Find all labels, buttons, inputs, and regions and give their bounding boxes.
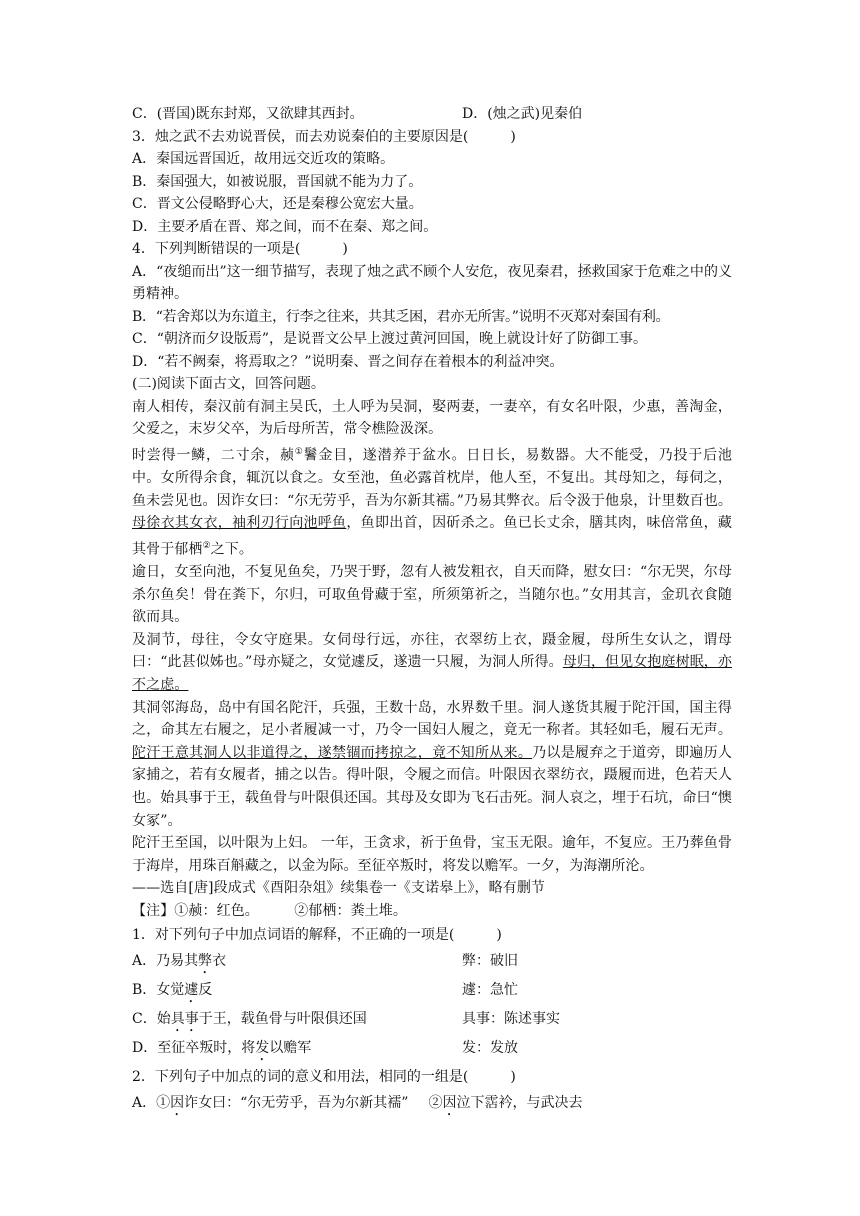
option-label: ② bbox=[428, 1095, 443, 1112]
option-label: B． bbox=[132, 982, 157, 999]
option-text: 反 bbox=[198, 982, 213, 999]
classical-passage bbox=[132, 396, 732, 923]
passage-paragraph-2 bbox=[132, 441, 732, 561]
passage-text: 乃以是履弃之于道旁，即遍历人家捕之，若有女履者，捕之以告。得叶限，令履之而信。叶限因衣翠纺衣，蹑履而进，色若天人也。始具事于王，载鱼骨与叶限俱还国。其母及女即为飞石击死。洞人哀之，埋于石坑，命曰“懊女冢”。 bbox=[132, 744, 732, 829]
question-option-row bbox=[132, 103, 732, 126]
question-1-stem: 1．对下列句子中加点词语的解释，不正确的一项是( ) bbox=[132, 927, 502, 944]
option-sentence bbox=[132, 1006, 462, 1035]
question-4-option-b: B．“若舍郑以为东道主，行李之往来，共其乏困，君亦无所害。”说明不灭郑对秦国有利。 bbox=[132, 308, 670, 325]
option-sentence bbox=[132, 977, 462, 1006]
question-3-option-b: B．秦国强大，如被说服，晋国就不能为力了。 bbox=[132, 173, 423, 190]
option-sentence bbox=[132, 1035, 462, 1064]
dotted-word: 具事 bbox=[170, 1011, 199, 1028]
option-text: 诈女曰：“尔无劳乎，吾为尔新其襦” bbox=[184, 1095, 409, 1112]
option-sentence bbox=[132, 948, 462, 977]
dotted-word: 遽 bbox=[184, 982, 199, 999]
question-3-option-c: C．晋文公侵略野心大，还是秦穆公宽宏大量。 bbox=[132, 196, 423, 212]
question-4-option-c: C．“朝济而夕设版焉”，是说晋文公早上渡过黄河回国，晚上就设计好了防御工事。 bbox=[132, 331, 648, 347]
question-3-option-d: D．主要矛盾在晋、郑之间，而不在秦、郑之间。 bbox=[132, 218, 438, 235]
option-text: 至征卒叛时，将 bbox=[157, 1040, 256, 1057]
option-gloss: 弊：破旧 bbox=[462, 953, 518, 970]
option-c: C．(晋国)既东封郑，又欲肆其西封。 bbox=[132, 106, 364, 122]
option-label: A．① bbox=[132, 1095, 171, 1112]
footnote-marker: ② bbox=[202, 540, 211, 551]
passage-text: 其洞邻海岛，岛中有国名陀汗，兵强，王数十岛，水界数千里。洞人遂货其履于陀汗国，国主得之，命其左右履之，足小者履减一寸，乃令一国妇人履之，竟无一称者。其轻如毛，履石无声。 bbox=[132, 699, 732, 739]
option-text: 以赡军 bbox=[269, 1040, 312, 1057]
passage-text: 及洞节，母往，令女守庭果。女伺母行远，亦往，衣翠纺上衣，蹑金履，母所生女认之，谓母曰：“此甚似姊也。”母亦疑之，女觉遽反，遂遗一只履，为洞人所得。 bbox=[132, 631, 732, 671]
question-1-option-a bbox=[132, 948, 732, 977]
question-3-stem: 3．烛之武不去劝说晋侯，而去劝说秦伯的主要原因是( ) bbox=[132, 128, 516, 145]
option-text: 泣下霑衿，与武决去 bbox=[456, 1095, 583, 1112]
option-text: 女觉 bbox=[156, 982, 185, 999]
question-1-option-d bbox=[132, 1035, 732, 1064]
passage-note: 【注】①赪：红色。 ②郁栖：粪土堆。 bbox=[132, 902, 407, 919]
question-1-option-b bbox=[132, 977, 732, 1006]
option-text: 于王，载鱼骨与叶限俱还国 bbox=[198, 1011, 367, 1028]
underlined-sentence: 母归，但见女抱庭树眠，亦不之虑。 bbox=[132, 654, 733, 693]
option-label: A． bbox=[132, 953, 157, 970]
footnote-marker: ① bbox=[294, 446, 304, 457]
option-gloss: 发：发放 bbox=[462, 1040, 518, 1057]
passage-paragraph-4 bbox=[132, 629, 732, 697]
option-text: 始 bbox=[156, 1011, 171, 1028]
passage-paragraph-6: 陀汗王至国，以叶限为上妇。 一年，王贪求，祈于鱼骨，宝玉无限。逾年，不复应。王乃葬鱼骨于海岸，用珠百斛藏之，以金为际。至征卒叛时，将发以赡军。一夕，为海潮所沦。 bbox=[132, 835, 732, 874]
option-gloss: 具事：陈述事实 bbox=[462, 1011, 560, 1028]
passage-text: 之下。 bbox=[210, 541, 253, 558]
passage-text: ，鱼即出首，因斫杀之。鱼已长丈余，膳其肉，味倍常鱼，藏其骨于郁栖 bbox=[132, 515, 733, 558]
question-2-option-a bbox=[132, 1090, 732, 1119]
question-2-stem: 2．下列句子中加点的词的意义和用法，相同的一组是( ) bbox=[132, 1069, 516, 1086]
option-d: D．(烛之武)见秦伯 bbox=[462, 106, 583, 122]
underlined-sentence: 陀汗王意其洞人以非道得之，遂禁锢而拷掠之，竟不知所从来。 bbox=[132, 744, 533, 761]
document-page bbox=[132, 103, 732, 1119]
question-4-option-a: A．“夜缒而出”这一细节描写，表现了烛之武不顾个人安危，夜见秦君，拯救国家于危难之中的义勇精神。 bbox=[132, 263, 732, 302]
passage-source: ——选自[唐]段成式《酉阳杂俎》续集卷一《支诺皋上》，略有删节 bbox=[132, 880, 546, 897]
dotted-word: 因 bbox=[442, 1095, 457, 1112]
question-1-option-c bbox=[132, 1006, 732, 1035]
option-text: 乃易其 bbox=[156, 953, 199, 970]
option-label: C． bbox=[132, 1011, 157, 1028]
section-2-heading: (二)阅读下面古文，回答问题。 bbox=[132, 376, 325, 392]
dotted-word: 弊 bbox=[198, 953, 213, 970]
passage-text: 鬐金目，遂潜养于盆水。日日长，易数器。大不能受，乃投于后池中。女所得余食，辄沉以食之。女至池，鱼必露首枕岸，他人至，不复出。其母知之，每伺之，鱼未尝见也。因诈女曰：“尔无劳乎，吾为尔新其襦。”乃易其弊衣。后令汲于他泉，计里数百也。 bbox=[132, 447, 732, 509]
dotted-word: 因 bbox=[170, 1095, 185, 1112]
passage-paragraph-3: 逾日，女至向池，不复见鱼矣，乃哭于野，忽有人被发粗衣，自天而降，慰女曰：“尔无哭，尔母杀尔鱼矣！骨在粪下，尔归，可取鱼骨藏于室，所须第祈之，当随尔也。”女用其言，金玑衣食随欲而具。 bbox=[132, 563, 732, 626]
passage-paragraph-5 bbox=[132, 697, 732, 833]
question-4-stem: 4．下列判断错误的一项是( ) bbox=[132, 241, 348, 257]
underlined-sentence: 母徐衣其女衣，袖利刃行向池呼鱼 bbox=[132, 515, 347, 532]
question-3-option-a: A．秦国远晋国近，故用远交近攻的策略。 bbox=[132, 151, 395, 167]
option-text: 衣 bbox=[212, 953, 227, 970]
question-4-option-d: D．“若不阙秦，将焉取之？”说明秦、晋之间存在着根本的利益冲突。 bbox=[132, 353, 564, 370]
passage-text: 时尝得一鳞，二寸余，赪 bbox=[132, 447, 295, 464]
passage-paragraph-1: 南人相传，秦汉前有洞主吴氏，土人呼为吴洞，娶两妻，一妻卒，有女名叶限，少惠，善淘金，父爱之，末岁父卒，为后母所苦，常令樵险汲深。 bbox=[132, 398, 732, 438]
dotted-word: 发 bbox=[255, 1040, 270, 1057]
option-gloss: 遽：急忙 bbox=[462, 982, 518, 999]
option-label: D． bbox=[132, 1040, 158, 1057]
